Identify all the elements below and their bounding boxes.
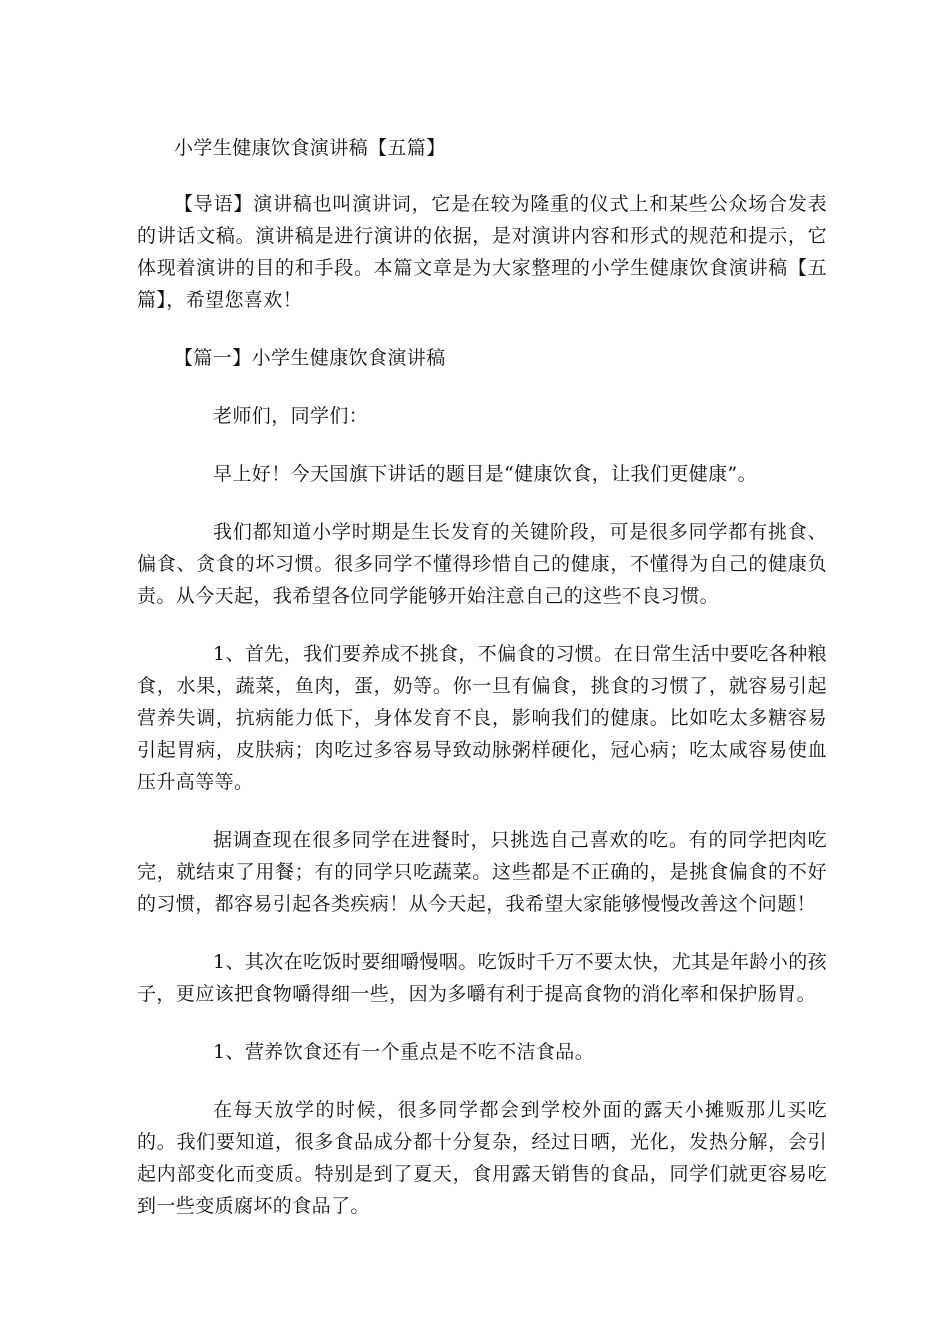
intro-paragraph: 【导语】演讲稿也叫演讲词，它是在较为隆重的仪式上和某些公众场合发表的讲话文稿。演讲稿是进行演讲的依据，是对演讲内容和形式的规范和提示，它体现着演讲的目的和手段。本篇文章是为大家整理的小学生健康饮食演讲稿【五篇】，希望您喜欢！ — [137, 193, 827, 311]
document-body — [137, 132, 827, 1248]
document-title: 小学生健康饮食演讲稿【五篇】 — [174, 137, 446, 159]
body-paragraph: 1、其次在吃饭时要细嚼慢咽。吃饭时千万不要太快，尤其是年龄小的孩子，更应该把食物嚼得细一些，因为多嚼有利于提高食物的消化率和保护肠胃。 — [137, 951, 827, 1005]
section-heading: 【篇一】小学生健康饮食演讲稿 — [174, 347, 446, 369]
salutation: 老师们，同学们： — [213, 405, 369, 427]
body-paragraph: 据调查现在很多同学在进餐时，只挑选自己喜欢的吃。有的同学把肉吃完，就结束了用餐；有的同学只吃蔬菜。这些都是不正确的，是挑食偏食的不好的习惯，都容易引起各类疾病！从今天起，我希望大家能够慢慢改善这个问题！ — [137, 829, 827, 915]
body-paragraph: 我们都知道小学时期是生长发育的关键阶段，可是很多同学都有挑食、偏食、贪食的坏习惯。很多同学不懂得珍惜自己的健康，不懂得为自己的健康负责。从今天起，我希望各位同学能够开始注意自己的这些不良习惯。 — [137, 521, 827, 607]
body-paragraph: 1、营养饮食还有一个重点是不吃不洁食品。 — [213, 1041, 595, 1063]
body-paragraph: 1、首先，我们要养成不挑食，不偏食的习惯。在日常生活中要吃各种粮食，水果，蔬菜，鱼肉，蛋，奶等。你一旦有偏食，挑食的习惯了，就容易引起营养失调，抗病能力低下，身体发育不良，影响我们的健康。比如吃太多糖容易引起胃病，皮肤病；肉吃过多容易导致动脉粥样硬化，冠心病；吃太咸容易使血压升高等等。 — [137, 643, 827, 793]
greeting: 早上好！今天国旗下讲话的题目是“健康饮食，让我们更健康”。 — [213, 463, 758, 485]
body-paragraph: 在每天放学的时候，很多同学都会到学校外面的露天小摊贩那儿买吃的。我们要知道，很多食品成分都十分复杂，经过日晒，光化，发热分解，会引起内部变化而变质。特别是到了夏天，食用露天销售的食品，同学们就更容易吃到一些变质腐坏的食品了。 — [137, 1099, 827, 1217]
